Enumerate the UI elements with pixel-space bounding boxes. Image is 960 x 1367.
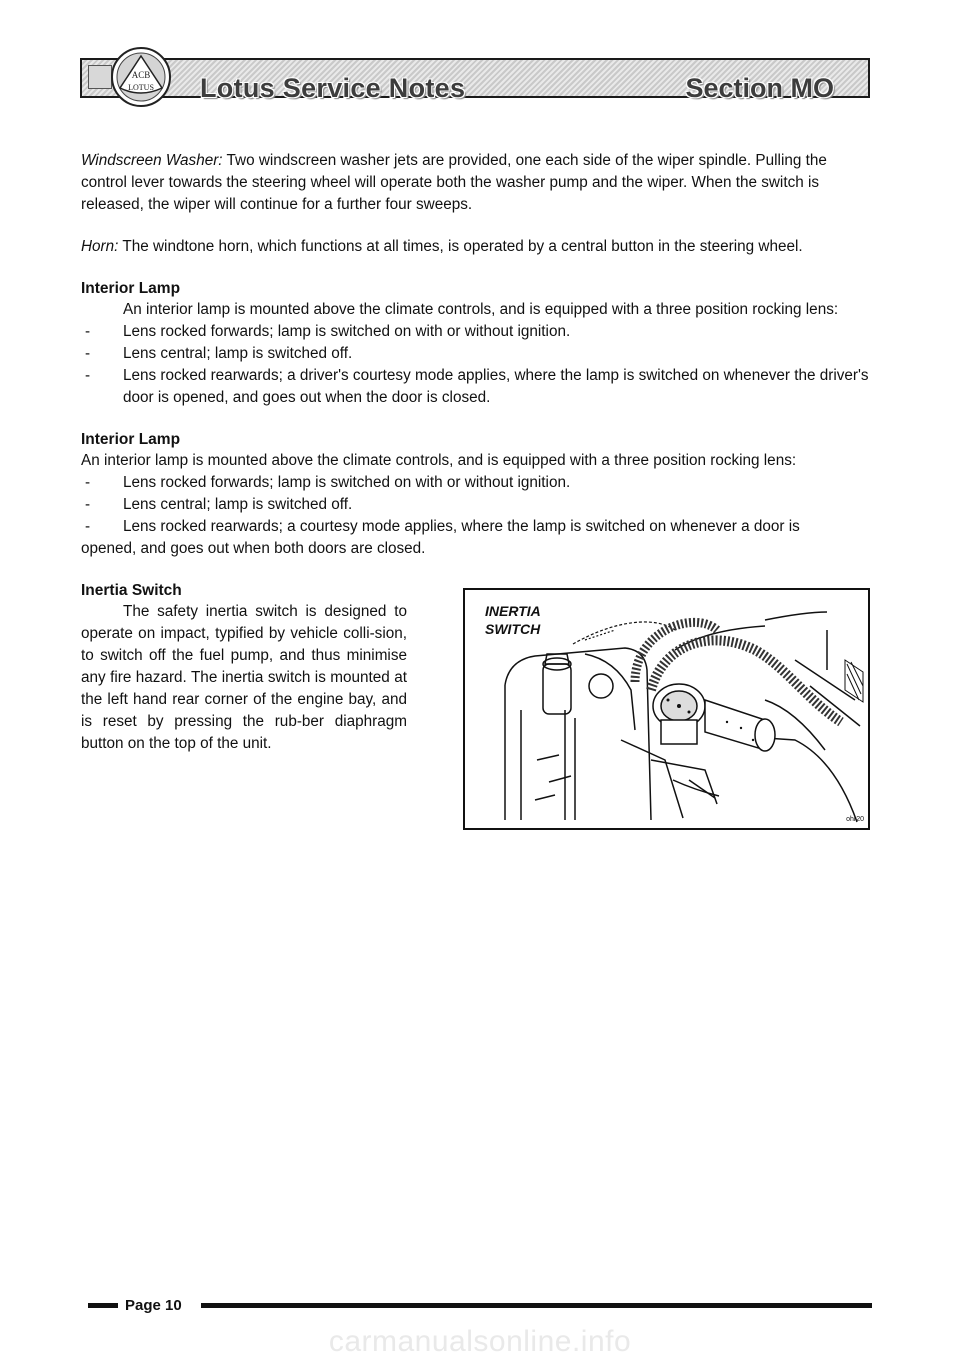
horn-paragraph (81, 236, 871, 258)
horn-label: Horn: (81, 238, 119, 255)
interior-lamp-tail-2: opened, and goes out when both doors are closed. (81, 540, 426, 557)
inertia-switch-text: The safety inertia switch is designed to operate on impact, typified by vehicle colli-sion, to switch off the fuel pump, and thus minimise any fire hazard. The inertia switch is mounted at the left hand rear corner of the engine bay, and is reset by pressing the rub-ber diaphragm button on the top of the unit. (81, 603, 407, 752)
header-banner (80, 58, 870, 103)
inertia-switch-figure (463, 588, 870, 830)
banner-box (88, 65, 112, 89)
interior-lamp-section-1 (81, 278, 871, 409)
interior-lamp-heading-2: Interior Lamp (81, 431, 181, 448)
interior-lamp-intro-1: An interior lamp is mounted above the climate controls, and is equipped with a three position rocking lens: (123, 301, 839, 318)
list-item: - Lens rocked forwards; lamp is switched on with or without ignition. (81, 321, 871, 343)
footer-rule-right (201, 1303, 872, 1308)
watermark: carmanualsonline.info (328, 1325, 632, 1358)
svg-text:ACB: ACB (131, 70, 151, 80)
figure-label-line-1: INERTIA (485, 603, 541, 619)
page-footer (88, 1297, 872, 1315)
section-label: Section MO (685, 73, 834, 103)
washer-label: Windscreen Washer: (81, 152, 223, 169)
page-header (80, 46, 873, 106)
inertia-switch-heading: Inertia Switch (81, 582, 182, 599)
washer-paragraph (81, 150, 871, 216)
list-item: - Lens rocked rearwards; a driver's courtesy mode applies, where the lamp is switched on whenever the driver's door is opened, and goes out when the door is closed. (81, 365, 871, 409)
horn-text: The windtone horn, which functions at all times, is operated by a central button in the steering wheel. (122, 238, 803, 255)
interior-lamp-list-2 (81, 472, 871, 538)
list-item: - Lens central; lamp is switched off. (81, 343, 871, 365)
manual-title: Lotus Service Notes (200, 73, 466, 103)
figure-label (485, 602, 541, 638)
page-number: Page 10 (125, 1297, 182, 1314)
interior-lamp-section-2 (81, 429, 871, 560)
interior-lamp-heading-1: Interior Lamp (81, 280, 181, 297)
list-item: - Lens rocked rearwards; a courtesy mode applies, where the lamp is switched on whenever a door is (81, 516, 871, 538)
footer-rule-left (88, 1303, 118, 1308)
figure-label-line-2: SWITCH (485, 621, 541, 637)
lotus-logo (110, 46, 172, 108)
washer-text: Two windscreen washer jets are provided, one each side of the wiper spindle. Pulling the control lever towards the steering wheel will operate both the washer pump and the wiper. When the switch is released, the wiper will continue for a further four sweeps. (81, 152, 827, 213)
svg-text:LOTUS: LOTUS (128, 83, 154, 92)
list-item: - Lens central; lamp is switched off. (81, 494, 871, 516)
interior-lamp-intro-2: An interior lamp is mounted above the climate controls, and is equipped with a three position rocking lens: (81, 452, 797, 469)
interior-lamp-list-1 (81, 321, 871, 409)
list-item: - Lens rocked forwards; lamp is switched on with or without ignition. (81, 472, 871, 494)
figure-code: ohr20 (846, 816, 864, 823)
